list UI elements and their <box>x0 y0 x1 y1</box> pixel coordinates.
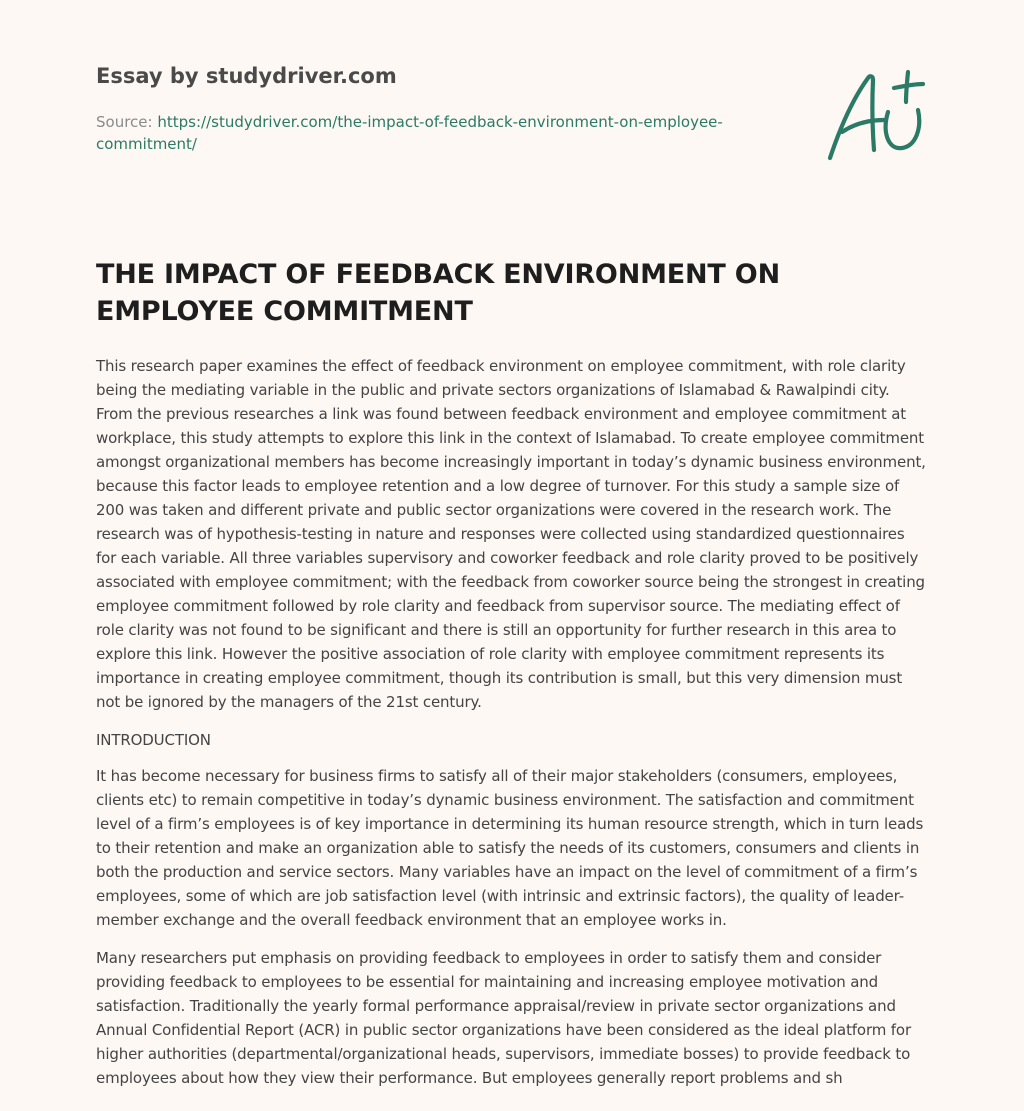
abstract-paragraph: This research paper examines the effect of feedback environment on employee commitment, with role clarity being the mediating variable in the public and private sectors organizations of Islamabad & Rawalpindi city. From the previous researches a link was found between feedback environment and employee commitment at workplace, this study attempts to explore this link in the context of Islamabad. To create employee commitment amongst organizational members has become increasingly important in today’s dynamic business environment, because this factor leads to employee retention and a low degree of turnover. For this study a sample size of 200 was taken and different private and public sector organizations were covered in the research work. The research was of hypothesis-testing in nature and responses were collected using standardized questionnaires for each variable. All three variables supervisory and coworker feedback and role clarity proved to be positively associated with employee commitment; with the feedback from coworker source being the strongest in creating employee commitment followed by role clarity and feedback from supervisor source. The mediating effect of role clarity was not found to be significant and there is still an opportunity for further research in this area to explore this link. However the positive association of role clarity with employee commitment represents its importance in creating employee commitment, though its contribution is small, but this very dimension must not be ignored by the managers of the 21st century. <box>96 357 926 711</box>
source-label: Source: <box>96 113 153 131</box>
body-paragraph: It has become necessary for business firms to satisfy all of their major stakeholders (consumers, employees, clients etc) to remain competitive in today’s dynamic business environment. The satisfaction and commitment level of a firm’s employees is of key importance in determining its human resource strength, which in turn leads to their retention and make an organization able to satisfy the needs of its customers, consumers and clients in both the production and service sectors. Many variables have an impact on the level of commitment of a firm’s employees, some of which are job satisfaction level (with intrinsic and extrinsic factors), the quality of leader-member exchange and the overall feedback environment that an employee works in. <box>96 767 924 929</box>
essay-title: THE IMPACT OF FEEDBACK ENVIRONMENT ON EMPLOYEE COMMITMENT <box>96 259 780 327</box>
source-link[interactable]: https://studydriver.com/the-impact-of-feedback-environment-on-employee-commitment/ <box>96 113 723 153</box>
essay-body <box>96 354 928 1104</box>
site-title: Essay by studydriver.com <box>96 64 397 88</box>
a-plus-logo-icon <box>822 66 930 166</box>
body-paragraph: Many researchers put emphasis on providing feedback to employees in order to satisfy them and consider providing feedback to employees to be essential for maintaining and increasing employee motivation and satisfaction. Traditionally the yearly formal performance appraisal/review in private sector organizations and Annual Confidential Report (ACR) in public sector organizations have been considered as the ideal platform for higher authorities (departmental/organizational heads, supervisors, immediate bosses) to provide feedback to employees about how they view their performance. But employees generally report problems and sh <box>96 949 911 1087</box>
section-heading-introduction: INTRODUCTION <box>96 731 211 749</box>
source-line <box>96 111 736 155</box>
